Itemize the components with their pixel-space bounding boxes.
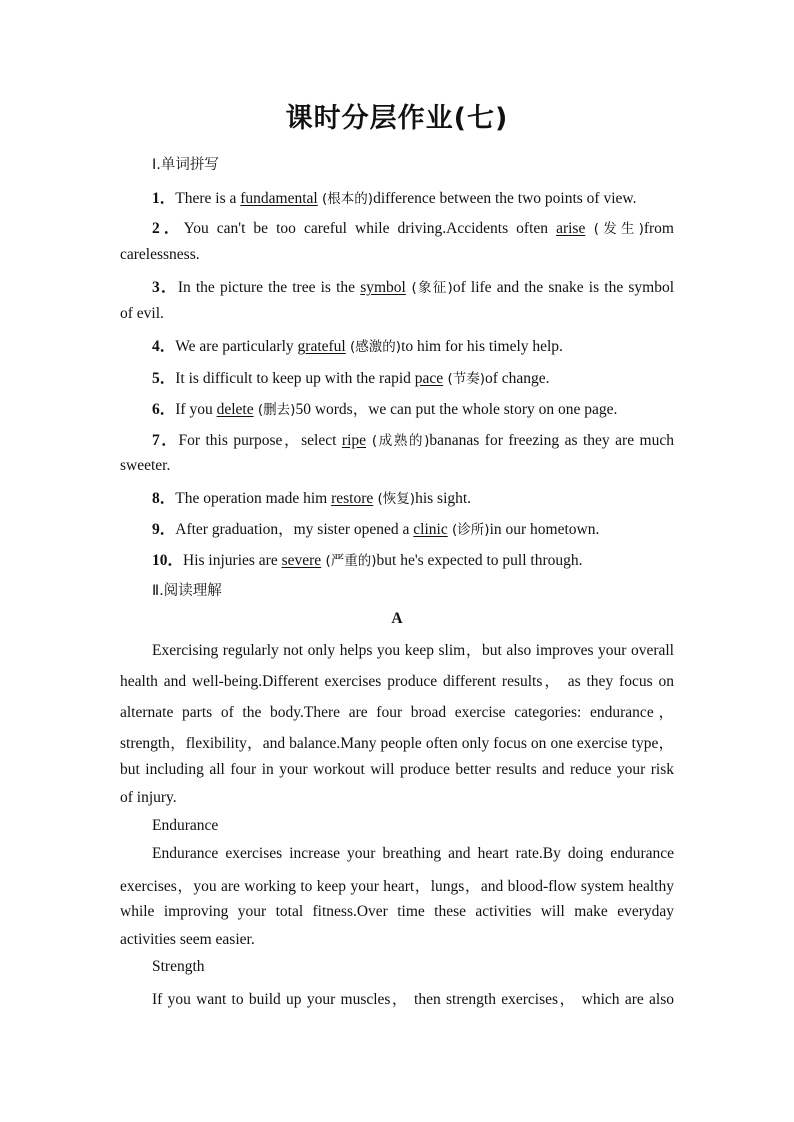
passage-label: A bbox=[391, 610, 403, 627]
answer-word: pace bbox=[414, 370, 444, 387]
paragraph-line: If you want to build up your muscles， then strength exercises， which are also bbox=[152, 991, 674, 1008]
answer-word: delete bbox=[216, 401, 254, 418]
answer-word: symbol bbox=[360, 279, 406, 296]
page-title: 课时分层作业(七) bbox=[285, 103, 509, 134]
list-item-continuation: of evil. bbox=[120, 305, 164, 322]
answer-word: restore bbox=[331, 490, 374, 507]
subheading-strength: Strength bbox=[152, 958, 205, 975]
list-item: 4．We are particularly grateful (感激的)to him for his timely help. bbox=[152, 338, 563, 355]
paragraph-line: while improving your total fitness.Over time these activities will make everyday bbox=[120, 903, 674, 920]
answer-word: arise bbox=[556, 220, 586, 237]
paragraph-line: exercises，you are working to keep your heart，lungs，and blood-flow system healthy bbox=[120, 878, 674, 895]
list-item: 5．It is difficult to keep up with the rapid pace (节奏)of change. bbox=[152, 370, 550, 387]
section-heading-vocabulary: Ⅰ.单词拼写 bbox=[152, 157, 219, 173]
list-item: 2．You can't be too careful while driving.Accidents often arise (发生)from bbox=[152, 220, 674, 237]
paragraph-line: strength，flexibility，and balance.Many people often only focus on one exercise type， bbox=[120, 735, 674, 752]
list-item: 10．His injuries are severe (严重的)but he's expected to pull through. bbox=[152, 552, 583, 569]
paragraph-line: Exercising regularly not only helps you keep slim，but also improves your overall bbox=[152, 642, 674, 659]
list-item: 9．After graduation，my sister opened a clinic (诊所)in our hometown. bbox=[152, 521, 600, 538]
paragraph-line: Endurance exercises increase your breathing and heart rate.By doing endurance bbox=[152, 845, 674, 862]
answer-word: fundamental bbox=[240, 190, 318, 207]
list-item: 3．In the picture the tree is the symbol (象征)of life and the snake is the symbol bbox=[152, 279, 674, 296]
list-item-continuation: carelessness. bbox=[120, 246, 200, 263]
list-item: 8．The operation made him restore (恢复)his sight. bbox=[152, 490, 472, 507]
paragraph-line: activities seem easier. bbox=[120, 931, 255, 948]
list-item: 7．For this purpose，select ripe (成熟的)bananas for freezing as they are much bbox=[152, 432, 674, 449]
answer-word: grateful bbox=[297, 338, 346, 355]
list-item: 1．There is a fundamental (根本的)difference between the two points of view. bbox=[152, 190, 637, 207]
list-item-continuation: sweeter. bbox=[120, 457, 171, 474]
section-heading-reading: Ⅱ.阅读理解 bbox=[152, 583, 222, 599]
answer-word: severe bbox=[281, 552, 322, 569]
paragraph-line: of injury. bbox=[120, 789, 177, 806]
answer-word: clinic bbox=[413, 521, 448, 538]
paragraph-line: alternate parts of the body.There are four broad exercise categories: endurance， bbox=[120, 704, 674, 721]
paragraph-line: health and well-being.Different exercises produce different results， as they focus on bbox=[120, 673, 674, 690]
answer-word: ripe bbox=[341, 432, 367, 449]
subheading-endurance: Endurance bbox=[152, 817, 219, 834]
list-item: 6．If you delete (删去)50 words，we can put the whole story on one page. bbox=[152, 401, 618, 418]
paragraph-line: but including all four in your workout will produce better results and reduce your risk bbox=[120, 761, 674, 778]
